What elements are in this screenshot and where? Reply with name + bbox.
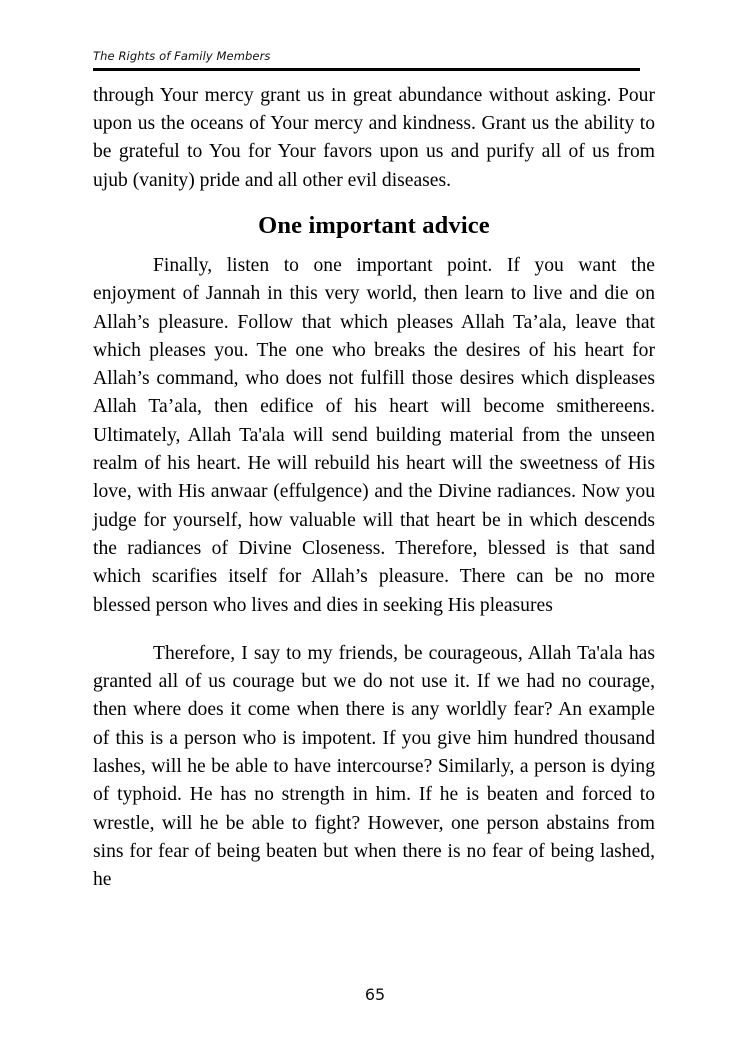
page-number: 65 — [364, 985, 386, 1004]
page-content-column — [93, 0, 655, 895]
paragraph-courage: Therefore, I say to my friends, be courageous, Allah Ta'ala has granted all of us courage but we do not use it. If we had no courage, then where does it come when there is any worldly fear? An example of this is a person who is impotent. If you give him hundred thousand lashes, will he be able to have intercourse? Similarly, a person is dying of typhoid. He has no strength in him. If he is beaten and forced to wrestle, will he be able to fight? However, one person abstains from sins for fear of being beaten but when there is no fear of being lashed, he — [93, 642, 655, 891]
running-header — [93, 0, 655, 71]
paragraph-continuation: through Your mercy grant us in great abundance without asking. Pour upon us the oceans of Your mercy and kindness. Grant us the ability to be grateful to You for Your favors upon us and purify all of us from ujub (vanity) pride and all other evil diseases. — [93, 84, 655, 191]
section-heading: One important advice — [258, 211, 490, 239]
paragraph-one-important-advice: Finally, listen to one important point. If you want the enjoyment of Jannah in this very world, then learn to live and die on Allah’s pleasure. Follow that which pleases Allah Ta’ala, leave that which pleases you. The one who breaks the desires of his heart for Allah’s command, who does not fulfill those desires which displeases Allah Ta’ala, then edifice of his heart will become smithereens. Ultimately, Allah Ta'ala will send building material from the unseen realm of his heart. He will rebuild his heart will the sweetness of His love, with His anwaar (effulgence) and the Divine radiances. Now you judge for yourself, how valuable will that heart be in which descends the radiances of Divine Closeness. Therefore, blessed is that sand which scarifies itself for Allah’s pleasure. There can be no more blessed person who lives and dies in seeking His pleasures — [93, 255, 655, 616]
body-text-block — [93, 71, 655, 895]
running-header-title: The Rights of Family Members — [93, 49, 271, 63]
